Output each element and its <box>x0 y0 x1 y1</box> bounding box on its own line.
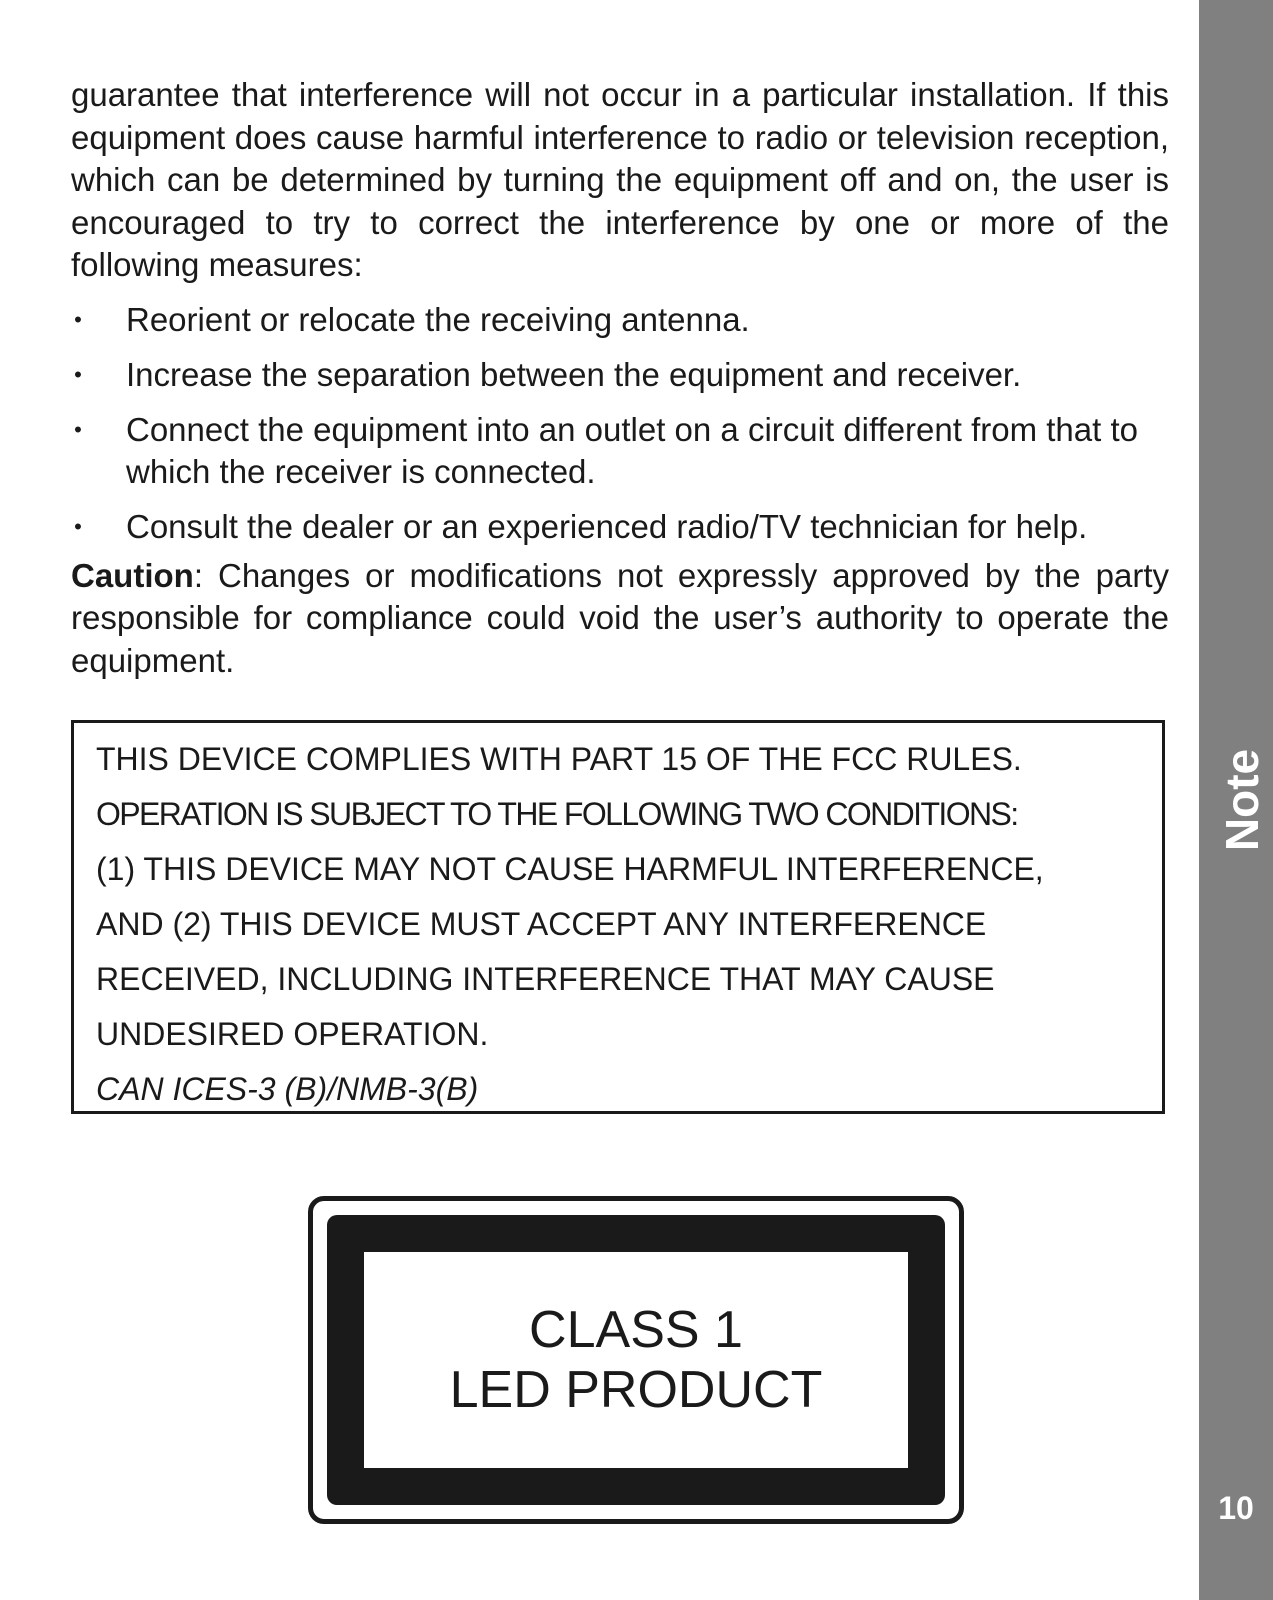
side-tab-label: Note <box>1216 748 1268 852</box>
intro-paragraph: guarantee that interference will not occur in a particular installation. If this equipment does cause harmful interference to radio or television reception, which can be determined by turning the equipment off and on, the user is encouraged to try to correct the interference by one or more of the following measures: <box>71 76 1169 283</box>
fcc-line: THIS DEVICE COMPLIES WITH PART 15 OF THE FCC RULES. <box>96 741 1022 777</box>
caution-paragraph <box>71 555 1169 683</box>
fcc-line: UNDESIRED OPERATION. <box>96 1016 489 1052</box>
list-item <box>71 354 1169 396</box>
measures-list <box>71 299 1169 548</box>
caution-label: Caution <box>71 556 194 594</box>
bullet-icon: • <box>74 513 82 539</box>
label-inner-panel <box>364 1252 908 1468</box>
fcc-line: (1) THIS DEVICE MAY NOT CAUSE HARMFUL INTERFERENCE, <box>96 851 1044 887</box>
main-content <box>71 74 1169 682</box>
caution-text: : Changes or modifications not expressly approved by the party responsible for compliance could void the user’s authority to operate the equipment. <box>71 556 1169 679</box>
list-item <box>71 299 1169 341</box>
fcc-line: AND (2) THIS DEVICE MUST ACCEPT ANY INTERFERENCE <box>96 906 987 942</box>
ices-statement: CAN ICES-3 (B)/NMB-3(B) <box>96 1071 479 1107</box>
list-item-text: Consult the dealer or an experienced radio/TV technician for help. <box>126 507 1088 545</box>
list-item-text: Connect the equipment into an outlet on a circuit different from that to which the receiver is connected. <box>126 410 1138 490</box>
list-item-text: Reorient or relocate the receiving antenna. <box>126 300 750 338</box>
label-line-2: LED PRODUCT <box>449 1361 823 1419</box>
led-class-label <box>308 1196 964 1524</box>
list-item <box>71 506 1169 548</box>
label-line-1: CLASS 1 <box>529 1301 743 1359</box>
list-item <box>71 409 1169 493</box>
bullet-icon: • <box>74 361 82 387</box>
bullet-icon: • <box>74 306 82 332</box>
page-number: 10 <box>1218 1490 1254 1526</box>
fcc-line: OPERATION IS SUBJECT TO THE FOLLOWING TWO CONDITIONS: <box>96 796 1018 832</box>
bullet-icon: • <box>74 416 82 442</box>
list-item-text: Increase the separation between the equipment and receiver. <box>126 355 1022 393</box>
fcc-line: RECEIVED, INCLUDING INTERFERENCE THAT MAY CAUSE <box>96 961 995 997</box>
fcc-compliance-box <box>71 720 1165 1114</box>
